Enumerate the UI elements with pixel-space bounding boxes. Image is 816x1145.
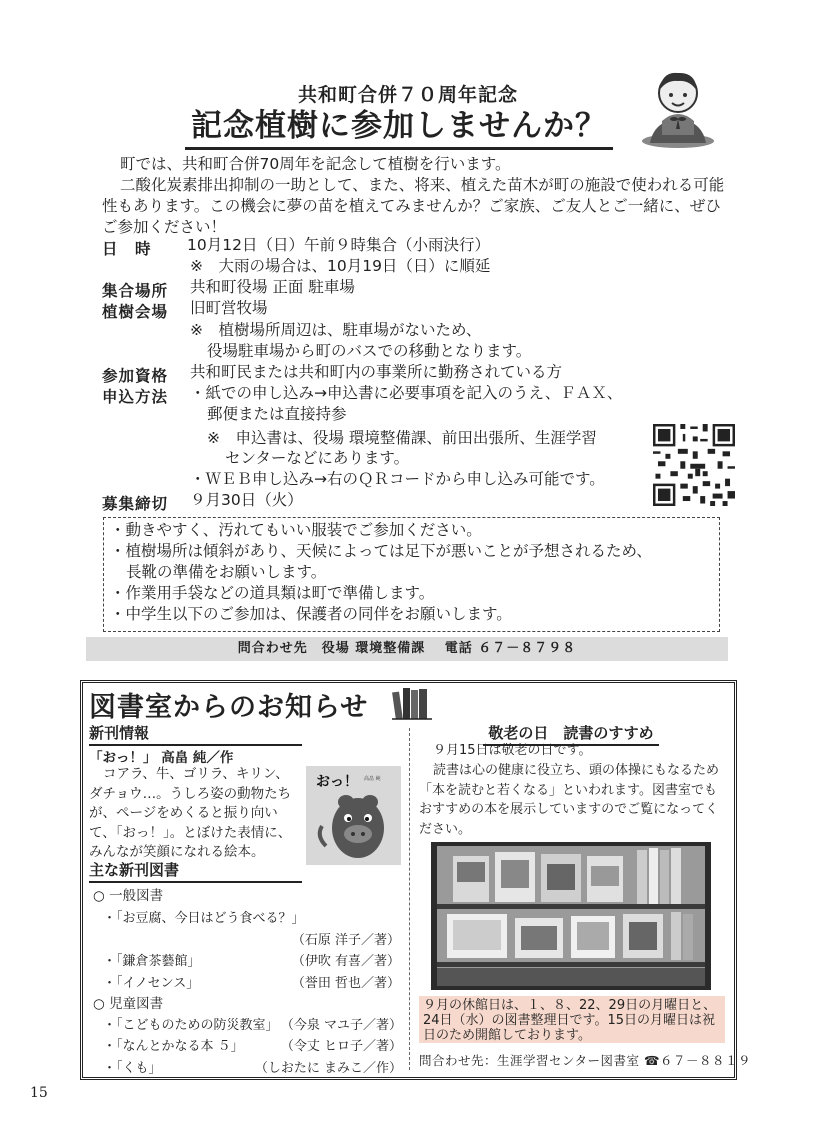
datetime-note: ※ 大雨の場合は、10月19日（日）に順延: [190, 257, 491, 275]
general-books-label: ○ 一般図書: [93, 888, 164, 904]
page-number: 15: [30, 1085, 48, 1101]
datetime-label: 日 時: [102, 240, 152, 258]
children-book-title: ・「こどものための防災教室」: [103, 1018, 279, 1033]
respect-aged-day-date: ９月15日は敬老の日です。: [433, 743, 592, 758]
library-title: 図書室からのお知らせ: [89, 692, 369, 723]
books-icon: [392, 686, 432, 720]
general-book-title: ・「鎌倉茶藝館」: [103, 954, 201, 969]
library-contact: 問合わせ先：生涯学習センター図書室 ☎６７－８８１９: [419, 1053, 752, 1068]
children-book-title: ・「なんとかなる本 ５」: [103, 1039, 244, 1054]
planting-site-value: 旧町営牧場: [190, 299, 268, 317]
datetime-value: 10月12日（日）午前９時集合（小雨決行）: [187, 236, 490, 254]
bookshelf-display-photo: [431, 842, 711, 990]
children-books-label: ○ 児童図書: [93, 996, 164, 1012]
application-paper-cont: 郵便または直接持参: [207, 405, 347, 423]
featured-book-description: コアラ、牛、ゴリラ、キリン、ダチョウ…。うしろ姿の動物たちが、ページをめくると振り向いて、「おっ！」。とぼけた表情に、みんなが笑顔になれる絵本。: [89, 766, 292, 860]
general-book-title: ・「イノセンス」: [103, 976, 200, 991]
children-book-author: （令丈 ヒロ子／著）: [280, 1039, 402, 1054]
children-book-author: （今泉 マユ子／著）: [280, 1018, 402, 1033]
main-new-books-heading: 主な新刊図書: [89, 859, 302, 883]
planting-note-2: 役場駐車場から町のバスでの移動となります。: [207, 342, 532, 360]
application-paper: ・紙での申し込み→申込書に必要事項を記入のうえ、ＦＡＸ、: [190, 384, 623, 402]
book-cover-title: おっ！: [316, 774, 358, 790]
general-book-author: （誉田 哲也／著）: [291, 976, 400, 991]
reading-recommendation-text: 読書は心の健康に役立ち、頭の体操にもなるため「本を読むと若くなる」といわれます。図書室でもおすすめの本を展示していますのでご覧になってください。: [419, 763, 720, 837]
general-book-author: （伊吹 有喜／著）: [291, 954, 400, 969]
deadline-label: 募集締切: [102, 495, 169, 513]
precaution-item: ・中学生以下のご参加は、保護者の同伴をお願いします。: [110, 605, 512, 623]
library-closure-notice: ９月の休館日は、１、８、22、29日の月曜日と、24日（水）の図書整理日です。15日の月曜日は祝日のため開館しております。: [419, 996, 725, 1043]
article-title: 記念植樹に参加しませんか？: [185, 100, 613, 150]
application-note-1: ※ 申込書は、役場 環境整備課、前田出張所、生涯学習: [207, 429, 597, 447]
article-subtitle: 共和町合併７０周年記念: [297, 84, 518, 106]
children-book-author: （しおたに まみこ／作）: [254, 1061, 402, 1076]
planting-site-label: 植樹会場: [102, 303, 169, 321]
precaution-item: ・作業用手袋などの道具類は町で準備します。: [110, 584, 435, 602]
precaution-item-cont: 長靴の準備をお願いします。: [126, 563, 327, 581]
application-label: 申込方法: [102, 388, 169, 406]
application-web: ・ＷＥＢ申し込み→右のＱＲコードから申し込み可能です。: [190, 470, 605, 488]
meeting-place-label: 集合場所: [102, 282, 169, 300]
application-note-2: センターなどにあります。: [225, 449, 410, 467]
intro-line-1: 町では、共和町合併70周年を記念して植樹を行います。: [120, 155, 511, 173]
article-contact-bar: 問合わせ先 役場 環境整備課 電話 ６７－８７９８: [86, 637, 728, 661]
precautions-box: [103, 517, 720, 632]
new-books-heading: 新刊情報: [89, 722, 302, 746]
eligibility-value: 共和町民または共和町内の事業所に勤務されている方: [190, 363, 563, 381]
children-book-title: ・「くも」: [103, 1061, 162, 1076]
precaution-item: ・植樹場所は傾斜があり、天候によっては足下が悪いことが予想されるため、: [110, 542, 652, 560]
deadline-value: ９月30日（火）: [190, 491, 303, 509]
book-cover-author: 高畠 純: [364, 776, 381, 782]
general-book-title: ・「お豆腐、今日はどう食べる？」: [103, 911, 305, 926]
meeting-place-value: 共和町役場 正面 駐車場: [190, 278, 355, 296]
featured-book-title: 「おっ！」 高畠 純／作: [89, 750, 234, 766]
precaution-item: ・動きやすく、汚れてもいい服装でご参加ください。: [110, 521, 482, 539]
column-divider: [409, 728, 410, 1070]
general-book-author: （石原 洋子／著）: [291, 933, 400, 948]
planting-note-1: ※ 植樹場所周辺は、駐車場がないため、: [190, 321, 482, 339]
book-cover-image: [306, 766, 401, 865]
eligibility-label: 参加資格: [102, 367, 169, 385]
respect-aged-day-heading: 敬老の日 読書のすすめ: [483, 722, 659, 746]
application-qr-code[interactable]: [653, 424, 735, 506]
intro-paragraph: 二酸化炭素排出抑制の一助として、また、将来、植えた苗木が町の施設で使われる可能性もあります。この機会に夢の苗を植えてみませんか？ご家族、ご友人とご一緒に、ぜひご参加ください！: [102, 176, 725, 236]
child-planting-illustration: [640, 63, 716, 149]
